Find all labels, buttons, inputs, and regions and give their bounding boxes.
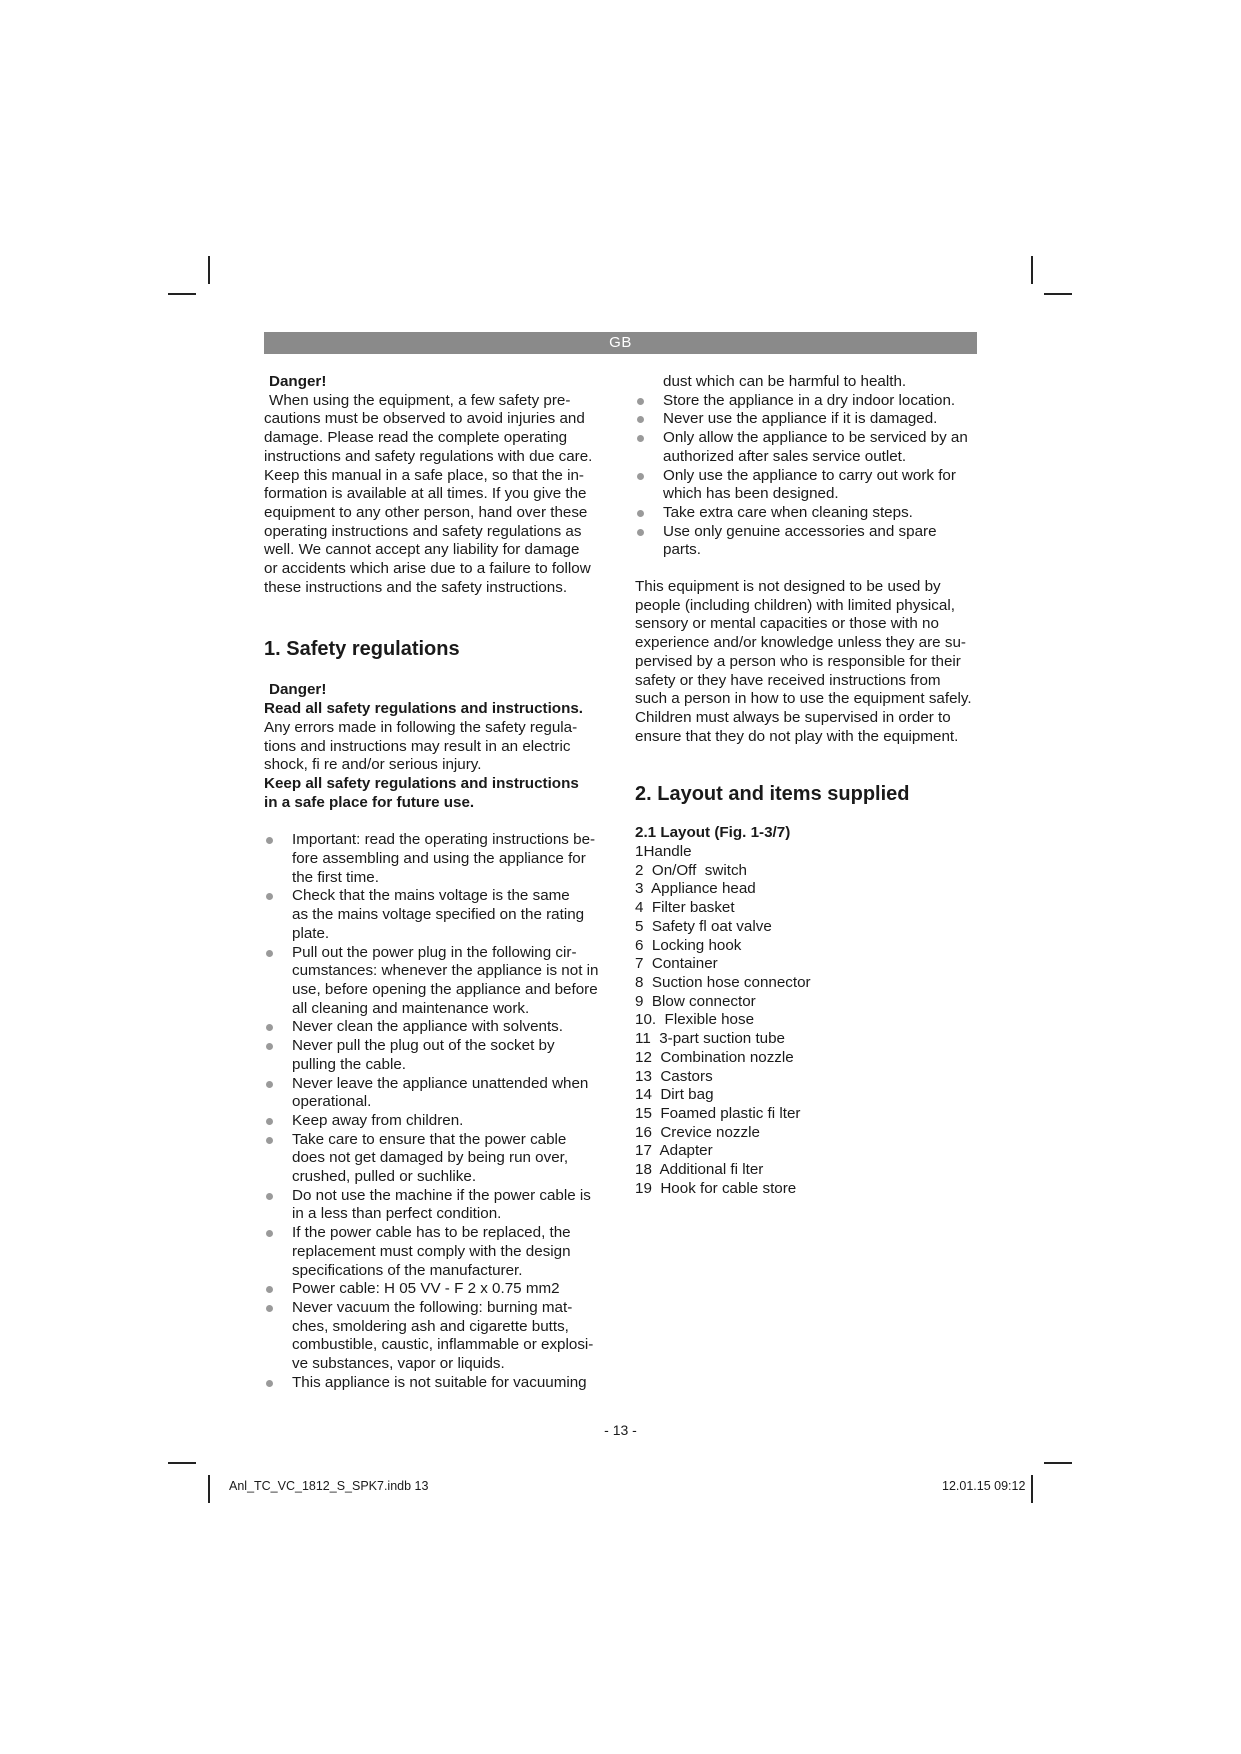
list-item: 4 Filter basket	[635, 899, 735, 917]
subsection-layout-title: 2.1 Layout (Fig. 1-3/7)	[635, 824, 791, 842]
list-item: Never vacuum the following: burning mat- ches, smoldering ash and cigarette butts, combustible, caustic, inflammable or explosi- ve substances, vapor or liquids.	[264, 1299, 609, 1374]
list-item: 17 Adapter	[635, 1142, 713, 1160]
crop-mark	[1044, 1462, 1072, 1464]
crop-mark	[1031, 1475, 1033, 1503]
bullet-icon	[266, 837, 273, 844]
page-number: - 13 -	[604, 1422, 637, 1438]
list-item: Only allow the appliance to be serviced by an authorized after sales service outlet.	[635, 429, 980, 466]
left-column	[264, 373, 609, 1392]
list-item: 16 Crevice nozzle	[635, 1123, 760, 1141]
list-item: 6 Locking hook	[635, 936, 742, 954]
section-1-title: 1. Safety regulations	[264, 638, 460, 661]
bullet-icon	[637, 529, 644, 536]
list-item: Do not use the machine if the power cable is in a less than perfect condition.	[264, 1187, 609, 1224]
bullet-icon	[266, 1230, 273, 1237]
list-item: Keep away from children.	[264, 1112, 609, 1131]
keep-instructions-notice: Keep all safety regulations and instructions in a safe place for future use.	[264, 774, 579, 811]
list-item: Power cable: H 05 VV - F 2 x 0.75 mm2	[264, 1280, 609, 1299]
bullet-icon	[637, 435, 644, 442]
list-item: 18 Additional fi lter	[635, 1161, 764, 1179]
bullet-icon	[266, 893, 273, 900]
bullet-icon	[637, 510, 644, 517]
bullet-icon	[266, 950, 273, 957]
list-item: 19 Hook for cable store	[635, 1179, 797, 1197]
list-item: 2 On/Off switch	[635, 861, 747, 879]
intro-paragraph: When using the equipment, a few safety pre- cautions must be observed to avoid injuries and damage. Please read the complete operating instructions and safety regulations with due care. Keep this manual in a safe place, so that the in- formation is available at all times. If you give the equipment to any other person, hand over these operating instructions and safety regulations as well. We cannot accept any liability for damage or accidents which arise due to a failure to follow these instructions and the safety instructions.	[264, 391, 593, 596]
list-item: 5 Safety fl oat valve	[635, 917, 772, 935]
list-item: Never leave the appliance unattended when operational.	[264, 1075, 609, 1112]
bullet-icon	[266, 1286, 273, 1293]
bullet-icon	[266, 1081, 273, 1088]
list-item: Never pull the plug out of the socket by pulling the cable.	[264, 1037, 609, 1074]
bullet-icon	[637, 416, 644, 423]
list-item: Never use the appliance if it is damaged.	[635, 410, 980, 429]
list-item: If the power cable has to be replaced, the replacement must comply with the design specifications of the manufacturer.	[264, 1224, 609, 1280]
list-item: 15 Foamed plastic fi lter	[635, 1104, 801, 1122]
equipment-notice-paragraph: This equipment is not designed to be used by people (including children) with limited physical, sensory or mental capacities or those with no experience and/or knowledge unless they are su- pervised by a person who is responsible for their safety or they have received instructions from such a person in how to use the equipment safely. Children must always be supervised in order to ensure that they do not play with the equipment.	[635, 578, 972, 745]
list-item: 10. Flexible hose	[635, 1011, 755, 1029]
list-item: 3 Appliance head	[635, 880, 756, 898]
list-item: 1Handle	[635, 843, 692, 861]
bullet-icon	[266, 1024, 273, 1031]
list-item: Store the appliance in a dry indoor location.	[635, 392, 980, 411]
bullet-icon	[266, 1305, 273, 1312]
parts-list	[635, 843, 980, 1198]
footer-file-name: Anl_TC_VC_1812_S_SPK7.indb 13	[229, 1479, 429, 1493]
list-item: Important: read the operating instructions be- fore assembling and using the appliance for the first time.	[264, 831, 609, 887]
list-item: This appliance is not suitable for vacuuming	[264, 1374, 609, 1393]
list-item: 14 Dirt bag	[635, 1086, 714, 1104]
list-item: 8 Suction hose connector	[635, 973, 811, 991]
bullet-icon	[266, 1118, 273, 1125]
safety-bullet-list-continued	[635, 392, 980, 560]
bullet-icon	[637, 473, 644, 480]
list-item: 12 Combination nozzle	[635, 1048, 794, 1066]
bullet-icon	[637, 398, 644, 405]
footer-date-time: 12.01.15 09:12	[942, 1479, 1026, 1493]
list-item: 11 3-part suction tube	[635, 1030, 785, 1048]
bullet-icon	[266, 1193, 273, 1200]
crop-mark	[1044, 293, 1072, 295]
list-item: Use only genuine accessories and spare parts.	[635, 523, 980, 560]
list-item: 7 Container	[635, 955, 718, 973]
list-item: 13 Castors	[635, 1067, 713, 1085]
crop-mark	[208, 1475, 210, 1503]
crop-mark	[168, 293, 196, 295]
bullet-icon	[266, 1043, 273, 1050]
list-item: 9 Blow connector	[635, 992, 756, 1010]
danger-heading: Danger!	[269, 373, 327, 390]
danger-heading: Danger!	[269, 681, 327, 699]
crop-mark	[208, 256, 210, 284]
crop-mark	[168, 1462, 196, 1464]
bullet-icon	[266, 1380, 273, 1387]
list-item: Check that the mains voltage is the same as the mains voltage specified on the rating plate.	[264, 887, 609, 943]
list-item: Take care to ensure that the power cable does not get damaged by being run over, crushed, pulled or suchlike.	[264, 1131, 609, 1187]
list-item: Only use the appliance to carry out work for which has been designed.	[635, 467, 980, 504]
safety-bullet-list	[264, 831, 609, 1392]
section-2-title: 2. Layout and items supplied	[635, 783, 910, 806]
crop-mark	[1031, 256, 1033, 284]
errors-paragraph: Any errors made in following the safety regula- tions and instructions may result in an electric shock, fi re and/or serious injury.	[264, 718, 578, 774]
read-all-notice: Read all safety regulations and instructions.	[264, 700, 584, 718]
language-header-bar: GB	[264, 332, 977, 354]
right-column	[635, 373, 980, 1198]
list-item: Pull out the power plug in the following cir- cumstances: whenever the appliance is not in use, before opening the appliance and before all cleaning and maintenance work.	[264, 944, 609, 1019]
continued-bullet-text: dust which can be harmful to health.	[663, 373, 907, 390]
bullet-icon	[266, 1137, 273, 1144]
list-item: Take extra care when cleaning steps.	[635, 504, 980, 523]
list-item: Never clean the appliance with solvents.	[264, 1018, 609, 1037]
